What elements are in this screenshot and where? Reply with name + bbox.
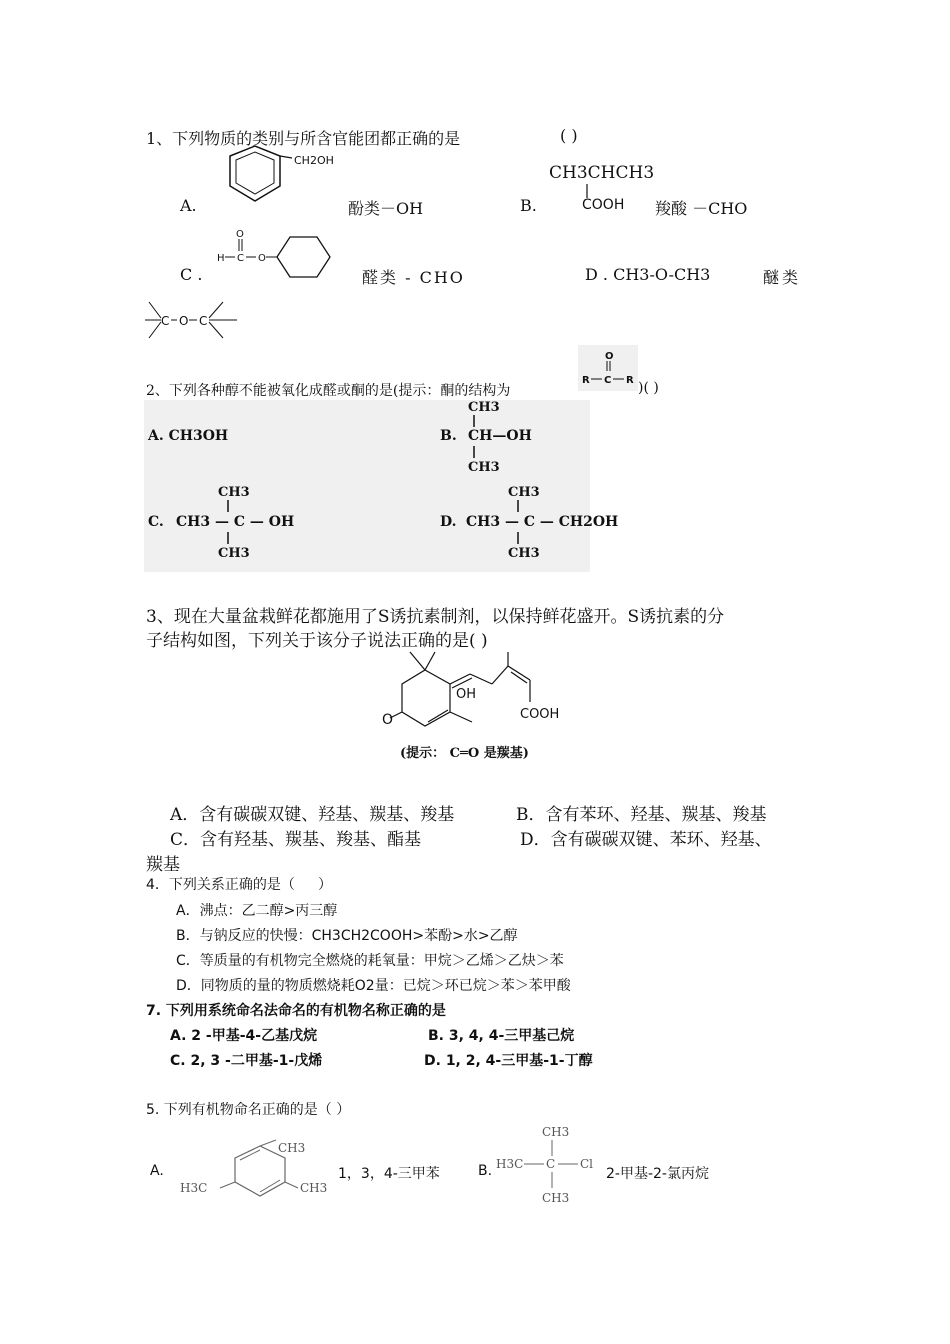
q5-b-structure <box>494 1120 604 1210</box>
h3c-left: H3C <box>180 1181 208 1195</box>
q2-answer-paren: )( ) <box>638 380 659 396</box>
benzene-ring <box>230 146 280 201</box>
q2-option-b-label: B. <box>440 428 457 444</box>
q7-option-c: C. 2, 3 -二甲基-1-戊烯 <box>170 1053 323 1069</box>
q2-c-top: CH3 <box>218 485 250 500</box>
q4-stem: 4．下列关系正确的是（ <box>146 877 295 893</box>
q3-option-b: B．含有苯环、羟基、羰基、羧基 <box>516 805 767 825</box>
q1-option-b-label: B. <box>520 196 537 215</box>
c-atom: C <box>546 1157 556 1171</box>
q5-option-b-label: B. <box>478 1163 493 1179</box>
ch3-bottom: CH3 <box>542 1191 570 1205</box>
q2-b-bottom: CH3 <box>468 460 500 475</box>
q4-option-c: C．等质量的有机物完全燃烧的耗氧量：甲烷＞乙烯＞乙炔＞苯 <box>176 953 564 969</box>
c-atom: C <box>199 314 208 328</box>
q1-answer-paren: ( ) <box>560 126 578 145</box>
q4-option-d: D．同物质的量的物质燃烧耗O2量：已烷＞环已烷＞苯＞苯甲酸 <box>176 978 571 994</box>
q7-option-d: D. 1, 2, 4-三甲基-1-丁醇 <box>424 1053 593 1069</box>
q3-stem-line2: 子结构如图，下列关于该分子说法正确的是( ) <box>146 631 488 651</box>
o-atom-top: O <box>236 229 244 240</box>
o-atom: O <box>605 351 614 362</box>
q2-option-d-label: D. <box>440 514 457 530</box>
h-atom: H <box>217 253 225 264</box>
q3-carbonyl-hint: (提示： C═O 是羰基) <box>400 746 529 761</box>
ring <box>402 670 450 726</box>
q2-c-bottom: CH3 <box>218 546 250 561</box>
h3c-left: H3C <box>496 1157 524 1171</box>
q1-option-c-label: C . <box>180 265 203 284</box>
q1-stem: 1、下列物质的类别与所含官能团都正确的是 <box>146 129 461 148</box>
o-atom: O <box>179 314 189 328</box>
hydroxyl-oh: OH <box>456 687 477 702</box>
q2-d-top: CH3 <box>508 485 540 500</box>
q7-option-b: B. 3, 4, 4-三甲基己烷 <box>428 1028 575 1044</box>
q5-option-a-name: 1，3，4-三甲苯 <box>338 1166 440 1182</box>
q3-option-d: D．含有碳碳双键、苯环、羟基、 <box>520 830 772 850</box>
o-atom: O <box>258 253 266 264</box>
q5-stem: 5. 下列有机物命名正确的是（ ） <box>146 1102 351 1118</box>
ch3-top: CH3 <box>278 1141 306 1155</box>
q1-b-struct-top: CH3CHCH3 <box>549 163 655 183</box>
c-atom: C <box>604 375 612 386</box>
q1-option-a-text: 酚类－OH <box>348 199 424 218</box>
q5-a-structure <box>180 1138 330 1210</box>
q1-option-d-label: D . CH3-O-CH3 <box>585 265 711 284</box>
ch2oh-label: CH2OH <box>294 154 334 167</box>
ketone-o: O <box>382 712 394 728</box>
r-group: R <box>626 375 634 386</box>
q3-option-a: A．含有碳碳双键、羟基、羰基、羧基 <box>170 805 455 825</box>
q2-d-mid: CH3 — C — CH2OH <box>466 514 619 530</box>
c-atom: C <box>161 314 170 328</box>
q1-option-a-label: A. <box>180 196 197 215</box>
q5-option-a-label: A. <box>150 1163 164 1179</box>
q1-b-struct-bottom: COOH <box>582 197 625 213</box>
q2-b-top: CH3 <box>468 400 500 415</box>
q3-option-c: C．含有羟基、羰基、羧基、酯基 <box>170 830 422 850</box>
q1-option-d-text: 醚类 <box>763 268 802 287</box>
q5-option-b-name: 2-甲基-2-氯丙烷 <box>606 1166 709 1182</box>
q1-a-structure <box>210 146 334 216</box>
r-group: R <box>582 375 590 386</box>
q2-b-mid: CH—OH <box>468 428 532 444</box>
q1-c-structure <box>215 225 345 285</box>
q1-option-b-text: 羧酸 －CHO <box>655 199 748 218</box>
q3-stem-line1: 3、现在大量盆栽鲜花都施用了S诱抗素制剂，以保持鲜花盛开。S诱抗素的分 <box>146 607 725 627</box>
q2-stem: 2、下列各种醇不能被氧化成醛或酮的是(提示：酮的结构为 <box>146 383 511 399</box>
benzene-ring <box>277 237 330 277</box>
q2-c-mid: CH3 — C — OH <box>176 514 295 530</box>
carboxyl-cooh: COOH <box>520 707 560 722</box>
q2-d-bottom: CH3 <box>508 546 540 561</box>
q4-option-b: B．与钠反应的快慢：CH3CH2COOH>苯酚>水>乙醇 <box>176 928 518 944</box>
q2-option-c-label: C. <box>148 514 164 530</box>
q2-option-a: A. CH3OH <box>148 428 229 444</box>
ch3-right: CH3 <box>300 1181 328 1195</box>
ch3-top: CH3 <box>542 1125 570 1139</box>
q3-option-d-cont: 羰基 <box>146 855 180 875</box>
q7-stem: 7. 下列用系统命名法命名的有机物名称正确的是 <box>146 1003 446 1019</box>
c-atom: C <box>237 253 244 264</box>
ether-group-structure <box>145 298 245 344</box>
ketone-hint-structure <box>578 345 638 391</box>
benzene-inner-ring <box>236 152 274 194</box>
q4-option-a: A．沸点：乙二醇>丙三醇 <box>176 903 338 919</box>
cl-atom: Cl <box>580 1157 594 1171</box>
q4-stem-end: ） <box>318 877 332 893</box>
q7-option-a: A. 2 -甲基-4-乙基戊烷 <box>170 1028 318 1044</box>
bond <box>280 156 292 158</box>
q1-option-c-text: 醛类 - CHO <box>362 268 465 287</box>
